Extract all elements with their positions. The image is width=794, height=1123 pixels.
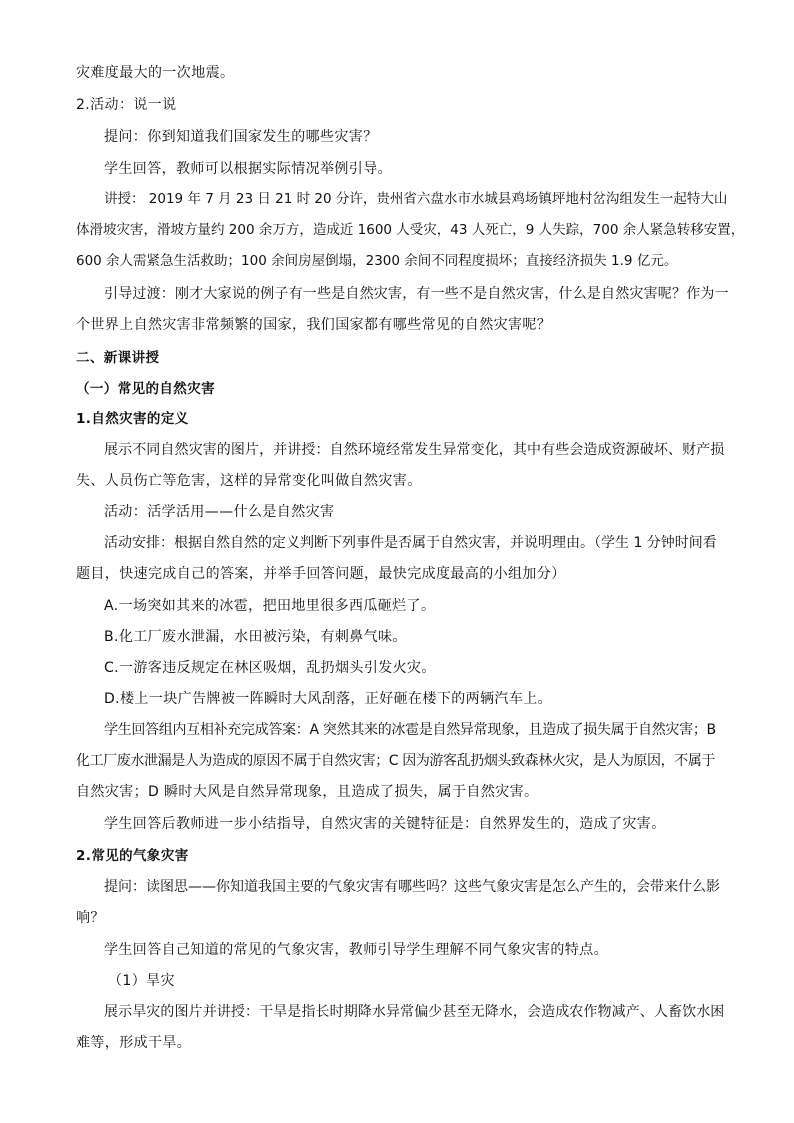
text-line: 自然灾害；D 瞬时大风是自然异常现象，且造成了损失，属于自然灾害。: [76, 784, 539, 800]
text-line: 响？: [76, 910, 105, 926]
subsection-heading: 1.自然灾害的定义: [76, 411, 189, 427]
text-line: 活动安排：根据自然自然的定义判断下列事件是否属于自然灾害，并说明理由。（学生 1 分钟时间看: [104, 535, 717, 551]
text-line: 展示旱灾的图片并讲授：干旱是指长时期降水异常偏少甚至无降水，会造成农作物减产、人畜饮水困: [104, 1004, 725, 1020]
text-line: 学生回答自己知道的常见的气象灾害，教师引导学生理解不同气象灾害的特点。: [104, 942, 608, 958]
text-line: 600 余人需紧急生活救助；100 余间房屋倒塌，2300 余间不同程度损坏；直接经济损失 1.9 亿元。: [76, 253, 678, 269]
text-line: 失、人员伤亡等危害，这样的异常变化叫做自然灾害。: [76, 473, 422, 489]
text-line: 提问：读图思——你知道我国主要的气象灾害有哪些吗？这些气象灾害是怎么产生的，会带来什么影: [104, 879, 720, 895]
text-line: 个世界上自然灾害非常频繁的国家，我们国家都有哪些常见的自然灾害呢？: [76, 317, 552, 333]
text-line: 体滑坡灾害，滑坡方量约 200 余万方，造成近 1600 人受灾，43 人死亡，9 人失踪，700 余人紧急转移安置，: [76, 222, 745, 238]
text-line: 题目，快速完成自己的答案，并举手回答问题，最快完成度最高的小组加分）: [76, 566, 566, 582]
option-line: A.一场突如其来的冰雹，把田地里很多西瓜砸烂了。: [104, 598, 436, 614]
text-line: 学生回答后教师进一步小结指导，自然灾害的关键特征是：自然界发生的，造成了灾害。: [104, 816, 666, 832]
text-line: 提问：你到知道我们国家发生的哪些灾害？: [104, 129, 378, 145]
section-heading: 二、新课讲授: [76, 350, 160, 366]
option-line: D.楼上一块广告牌被一阵瞬时大风刮落，正好砸在楼下的两辆汽车上。: [104, 691, 553, 707]
text-line: 引导过渡：刚才大家说的例子有一些是自然灾害，有一些不是自然灾害，什么是自然灾害呢？作为一: [104, 286, 729, 302]
text-line: 化工厂废水泄漏是人为造成的原因不属于自然灾害；C 因为游客乱扔烟头致森林火灾，是人为原因，不属于: [76, 753, 716, 769]
text-line: 学生回答组内互相补充完成答案：A 突然其来的冰雹是自然异常现象，且造成了损失属于自然灾害；B: [104, 722, 716, 738]
text-line: 讲授： 2019 年 7 月 23 日 21 时 20 分许，贵州省六盘水市水城县鸡场镇坪地村岔沟组发生一起特大山: [104, 191, 728, 207]
activity-heading: 2.活动：说一说: [76, 97, 177, 113]
text-line: 灾难度最大的一次地震。: [76, 65, 235, 81]
text-line: 活动：活学活用——什么是自然灾害: [104, 504, 335, 520]
sub-heading: （1）旱灾: [108, 973, 175, 989]
option-line: C.一游客违反规定在林区吸烟，乱扔烟头引发火灾。: [104, 660, 436, 676]
subsection-heading: （一）常见的自然灾害: [76, 381, 215, 397]
text-line: 学生回答，教师可以根据实际情况举例引导。: [104, 161, 392, 177]
text-line: 展示不同自然灾害的图片，并讲授：自然环境经常发生异常变化，其中有些会造成资源破坏、财产损: [104, 442, 725, 458]
subsection-heading: 2.常见的气象灾害: [76, 848, 189, 864]
option-line: B.化工厂废水泄漏，水田被污染，有刺鼻气味。: [104, 629, 407, 645]
text-line: 难等，形成干旱。: [76, 1035, 192, 1051]
